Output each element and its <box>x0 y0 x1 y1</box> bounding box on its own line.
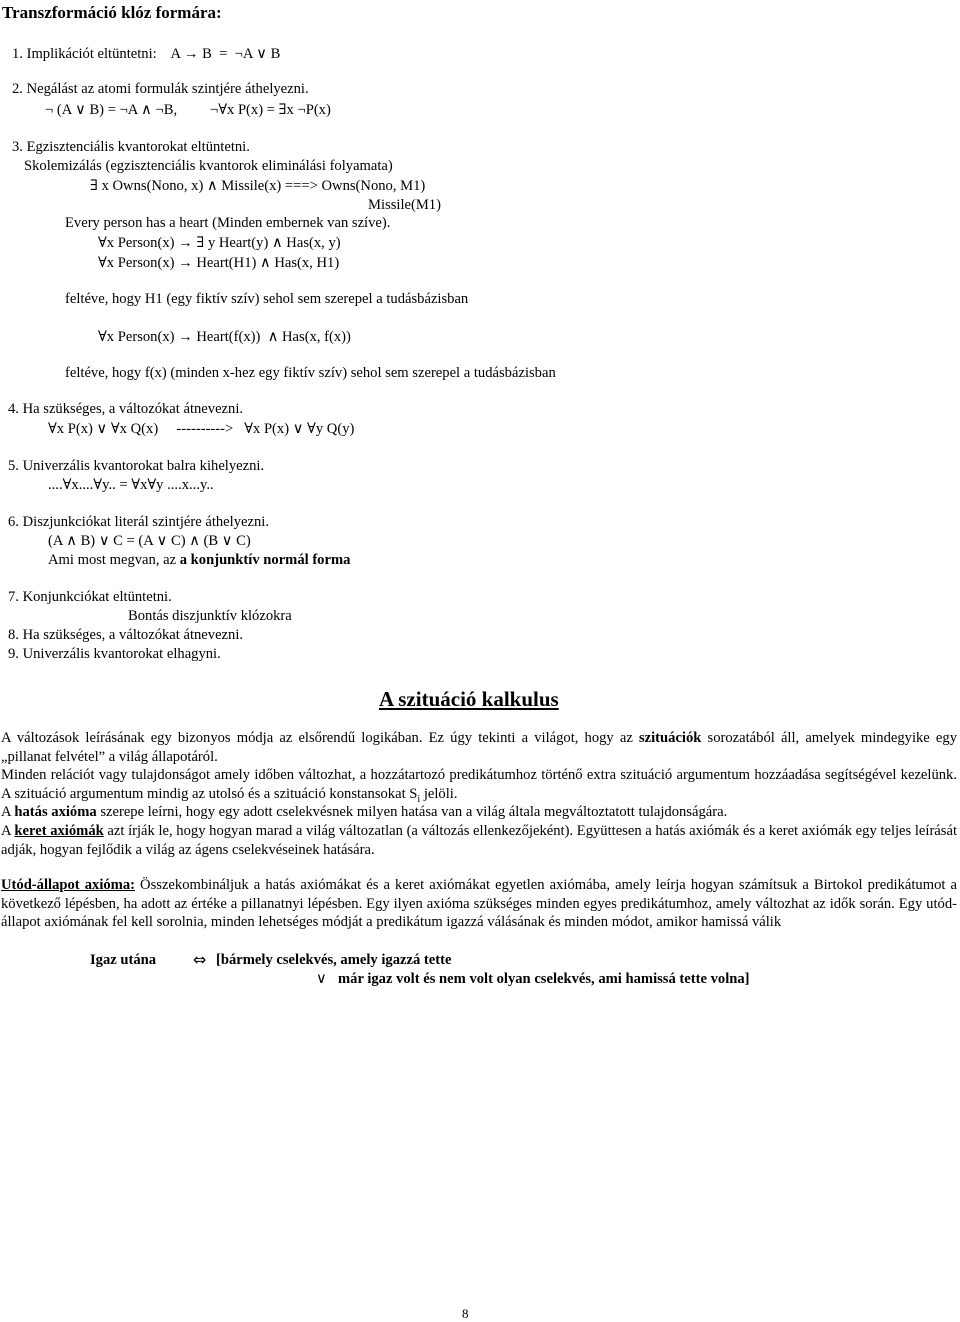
step-7-note: Bontás diszjunktív klózokra <box>128 608 292 624</box>
formula-right-2: már igaz volt és nem volt olyan cselekvés, ami hamissá tette volna] <box>338 971 750 987</box>
paragraph-situations <box>1 729 957 766</box>
or-symbol: ∨ <box>316 971 327 987</box>
step-7: 7. Konjunkciókat eltüntetni. <box>8 589 172 605</box>
step-3-formula-3: ∀x Person(x) → Heart(f(x)) ∧ Has(x, f(x)) <box>98 329 351 345</box>
step-3-note-1: feltéve, hogy H1 (egy fiktív szív) sehol sem szerepel a tudásbázisban <box>65 291 469 307</box>
p3-bold: hatás axióma <box>14 804 97 820</box>
p3-text-c: szerepe leírni, hogy egy adott cselekvésnek milyen hatása van a világ általa megváltoztatott tulajdonságára. <box>96 804 728 820</box>
p4-text-c: azt írják le, hogy hogyan marad a világ változatlan (a változás ellenkezőjeként). Együttesen a hatás axiómák és a keret axiómák egy teljes leírását adják, hogyan fejlődik a világ az ágens cselekvéseinek hatására. <box>1 823 958 858</box>
step-3-formula-2: ∀x Person(x) → Heart(H1) ∧ Has(x, H1) <box>98 255 340 271</box>
step-6-example: (A ∧ B) ∨ C = (A ∨ C) ∧ (B ∨ C) <box>48 533 251 549</box>
step-4-example: ∀x P(x) ∨ ∀x Q(x) ----------> ∀x P(x) ∨ ∀y Q(y) <box>48 421 355 437</box>
p1-text-c: sorozatából áll, amelyek mindegyike egy „pillanat felvétel” a világ állapotáról. <box>1 730 957 765</box>
p2-text-b: jelöli. <box>420 785 458 802</box>
step-5: 5. Univerzális kvantorokat balra kihelyezni. <box>8 458 265 474</box>
formula-right-1: [bármely cselekvés, amely igazzá tette <box>216 952 452 968</box>
step-4: 4. Ha szükséges, a változókat átnevezni. <box>8 401 244 417</box>
step-6-note-text: Ami most megvan, az <box>48 552 180 568</box>
paragraph-effect-axiom <box>1 803 957 822</box>
step-5-example: ....∀x....∀y.. = ∀x∀y ....x...y.. <box>48 477 214 493</box>
step-9: 9. Univerzális kvantorokat elhagyni. <box>8 646 221 662</box>
p5-text-b: Összekombináljuk a hatás axiómákat és a keret axiómákat egyetlen axiómába, amely leírja hogyan számítsuk a Birtokol predikátumot a következő lépésben, ha adott az értéke a pillanatnyi lépésben. Egy ilyen axióma szükséges minden egyes predikátumhoz, amely változhat az idők során. Egy utód-állapot axiómának fel kell sorolnia, minden lehetséges módját a predikátum igazzá válásának és minden módot, amikor hamissá válik <box>1 877 957 931</box>
step-3-heart: Every person has a heart (Minden embernek van szíve). <box>65 215 391 231</box>
page-title: Transzformáció klóz formára: <box>2 3 222 22</box>
step-6: 6. Diszjunkciókat literál szintjére áthelyezni. <box>8 514 269 530</box>
step-2: 2. Negálást az atomi formulák szintjére áthelyezni. <box>12 81 309 97</box>
p1-bold: szituációk <box>638 730 702 746</box>
step-6-note <box>48 551 350 570</box>
step-3-formula-1: ∀x Person(x) → ∃ y Heart(y) ∧ Has(x, y) <box>98 235 341 251</box>
section-heading: A szituáció kalkulus <box>379 687 559 711</box>
p3-text-a: A <box>1 804 15 820</box>
p4-text-a: A <box>1 823 15 839</box>
step-3: 3. Egzisztenciális kvantorokat eltüntetni. <box>12 139 250 155</box>
p2-text-a: Minden relációt vagy tulajdonságot amely időben változhat, a hozzátartozó predikátumhoz történő extra szituáció argumentum hozzáadása segítségével kezelünk. A szituáció argumentum mindig az utolsó és a szituáció konstansokat S <box>1 767 957 802</box>
p4-bold: keret axiómák <box>14 823 104 839</box>
step-3-example-1: ∃ x Owns(Nono, x) ∧ Missile(x) ===> Owns(Nono, M1) <box>90 178 426 194</box>
double-arrow-icon: ⇔ <box>193 950 207 969</box>
step-3-note-2: feltéve, hogy f(x) (minden x-hez egy fiktív szív) sehol sem szerepel a tudásbázisban <box>65 365 556 381</box>
p1-text-a: A változások leírásának egy bizonyos módja az elsőrendű logikában. Ez úgy tekinti a világot, hogy az <box>1 730 639 746</box>
step-3-example-2: Missile(M1) <box>368 197 441 213</box>
step-6-note-bold: a konjunktív normál forma <box>179 552 351 568</box>
step-3-skolem: Skolemizálás (egzisztenciális kvantorok eliminálási folyamata) <box>24 158 393 174</box>
p5-bold: Utód-állapot axióma: <box>1 877 135 893</box>
p2-subscript: i <box>417 793 421 805</box>
paragraph-frame-axioms <box>1 822 957 859</box>
paragraph-successor-state <box>1 876 957 932</box>
step-1: 1. Implikációt eltüntetni: A → B = ¬A ∨ B <box>12 46 281 62</box>
step-2-example: ¬ (A ∨ B) = ¬A ∧ ¬B, ¬∀x P(x) = ∃x ¬P(x) <box>45 102 331 118</box>
page-number: 8 <box>462 1306 469 1321</box>
formula-left: Igaz utána <box>90 952 157 968</box>
step-8: 8. Ha szükséges, a változókat átnevezni. <box>8 627 244 643</box>
